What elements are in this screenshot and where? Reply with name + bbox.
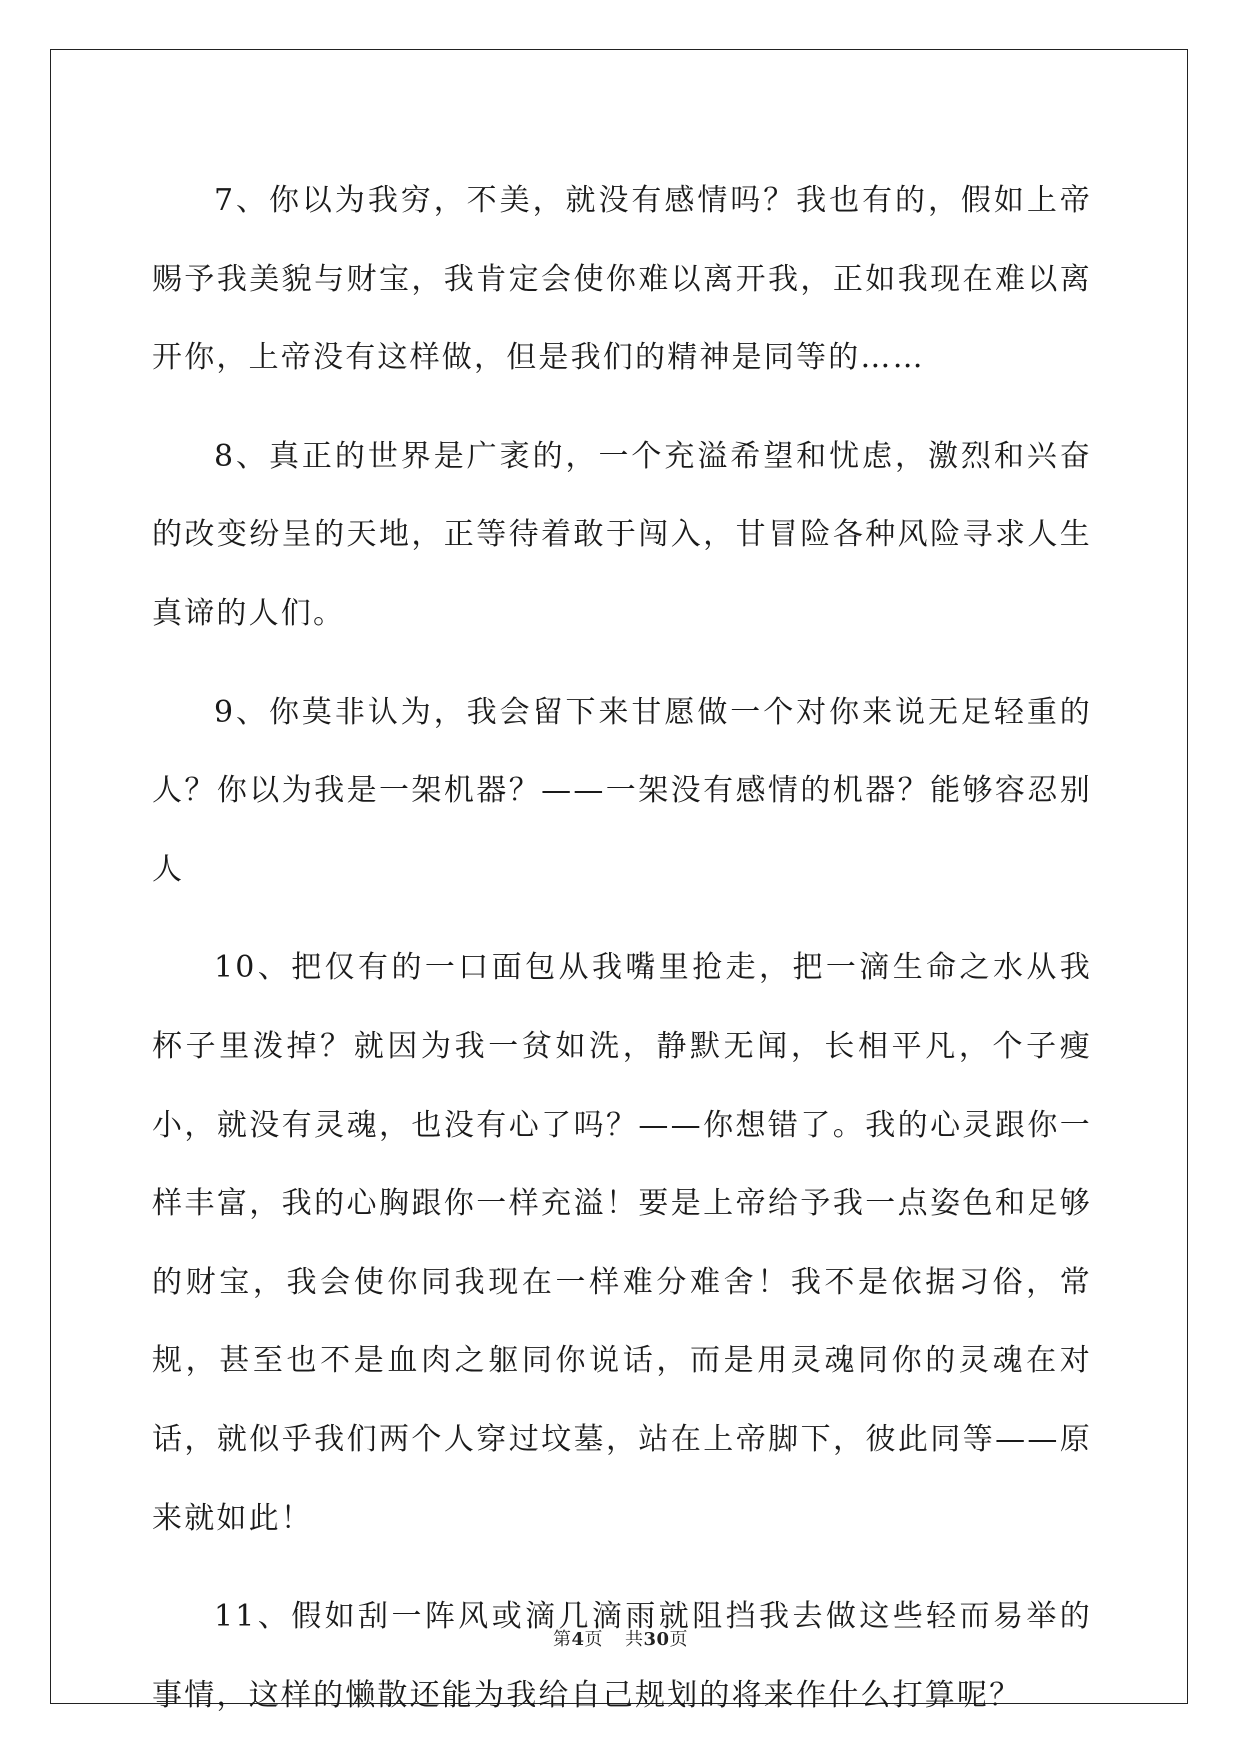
footer-total-prefix: 共 [624,1629,644,1650]
footer-page-prefix: 第 [552,1629,572,1650]
footer-total-suffix: 页 [669,1629,689,1650]
paragraph-9: 9、你莫非认为，我会留下来甘愿做一个对你来说无足轻重的人？你以为我是一架机器？——一架没有感情的机器？能够容忍别人 [152,694,1092,887]
paragraph-7: 7、你以为我穷，不美，就没有感情吗？我也有的，假如上帝赐予我美貌与财宝，我肯定会使你难以离开我，正如我现在难以离开你，上帝没有这样做，但是我们的精神是同等的…… [152,183,1092,376]
footer-page-number: 4 [571,1629,585,1650]
document-body [152,162,1092,1755]
footer-page-suffix: 页 [584,1629,603,1650]
paragraph-10: 10、把仅有的一口面包从我嘴里抢走，把一滴生命之水从我杯子里泼掉？就因为我一贫如洗，静默无闻，长相平凡，个子瘦小，就没有灵魂，也没有心了吗？——你想错了。我的心灵跟你一样丰富，我的心胸跟你一样充溢！要是上帝给予我一点姿色和足够的财宝，我会使你同我现在一样难分难舍！我不是依据习俗，常规，甚至也不是血肉之躯同你说话，而是用灵魂同你的灵魂在对话，就似乎我们两个人穿过坟墓，站在上帝脚下，彼此同等——原来就如此！ [152,950,1092,1536]
page-footer [0,1628,1241,1652]
footer-total-pages: 30 [643,1629,670,1650]
paragraph-8: 8、真正的世界是广袤的，一个充溢希望和忧虑，激烈和兴奋的改变纷呈的天地，正等待着敢于闯入，甘冒险各种风险寻求人生真谛的人们。 [152,438,1092,631]
paragraph-11: 11、假如刮一阵风或滴几滴雨就阻挡我去做这些轻而易举的事情，这样的懒散还能为我给自己规划的将来作什么打算呢？ [152,1599,1092,1713]
